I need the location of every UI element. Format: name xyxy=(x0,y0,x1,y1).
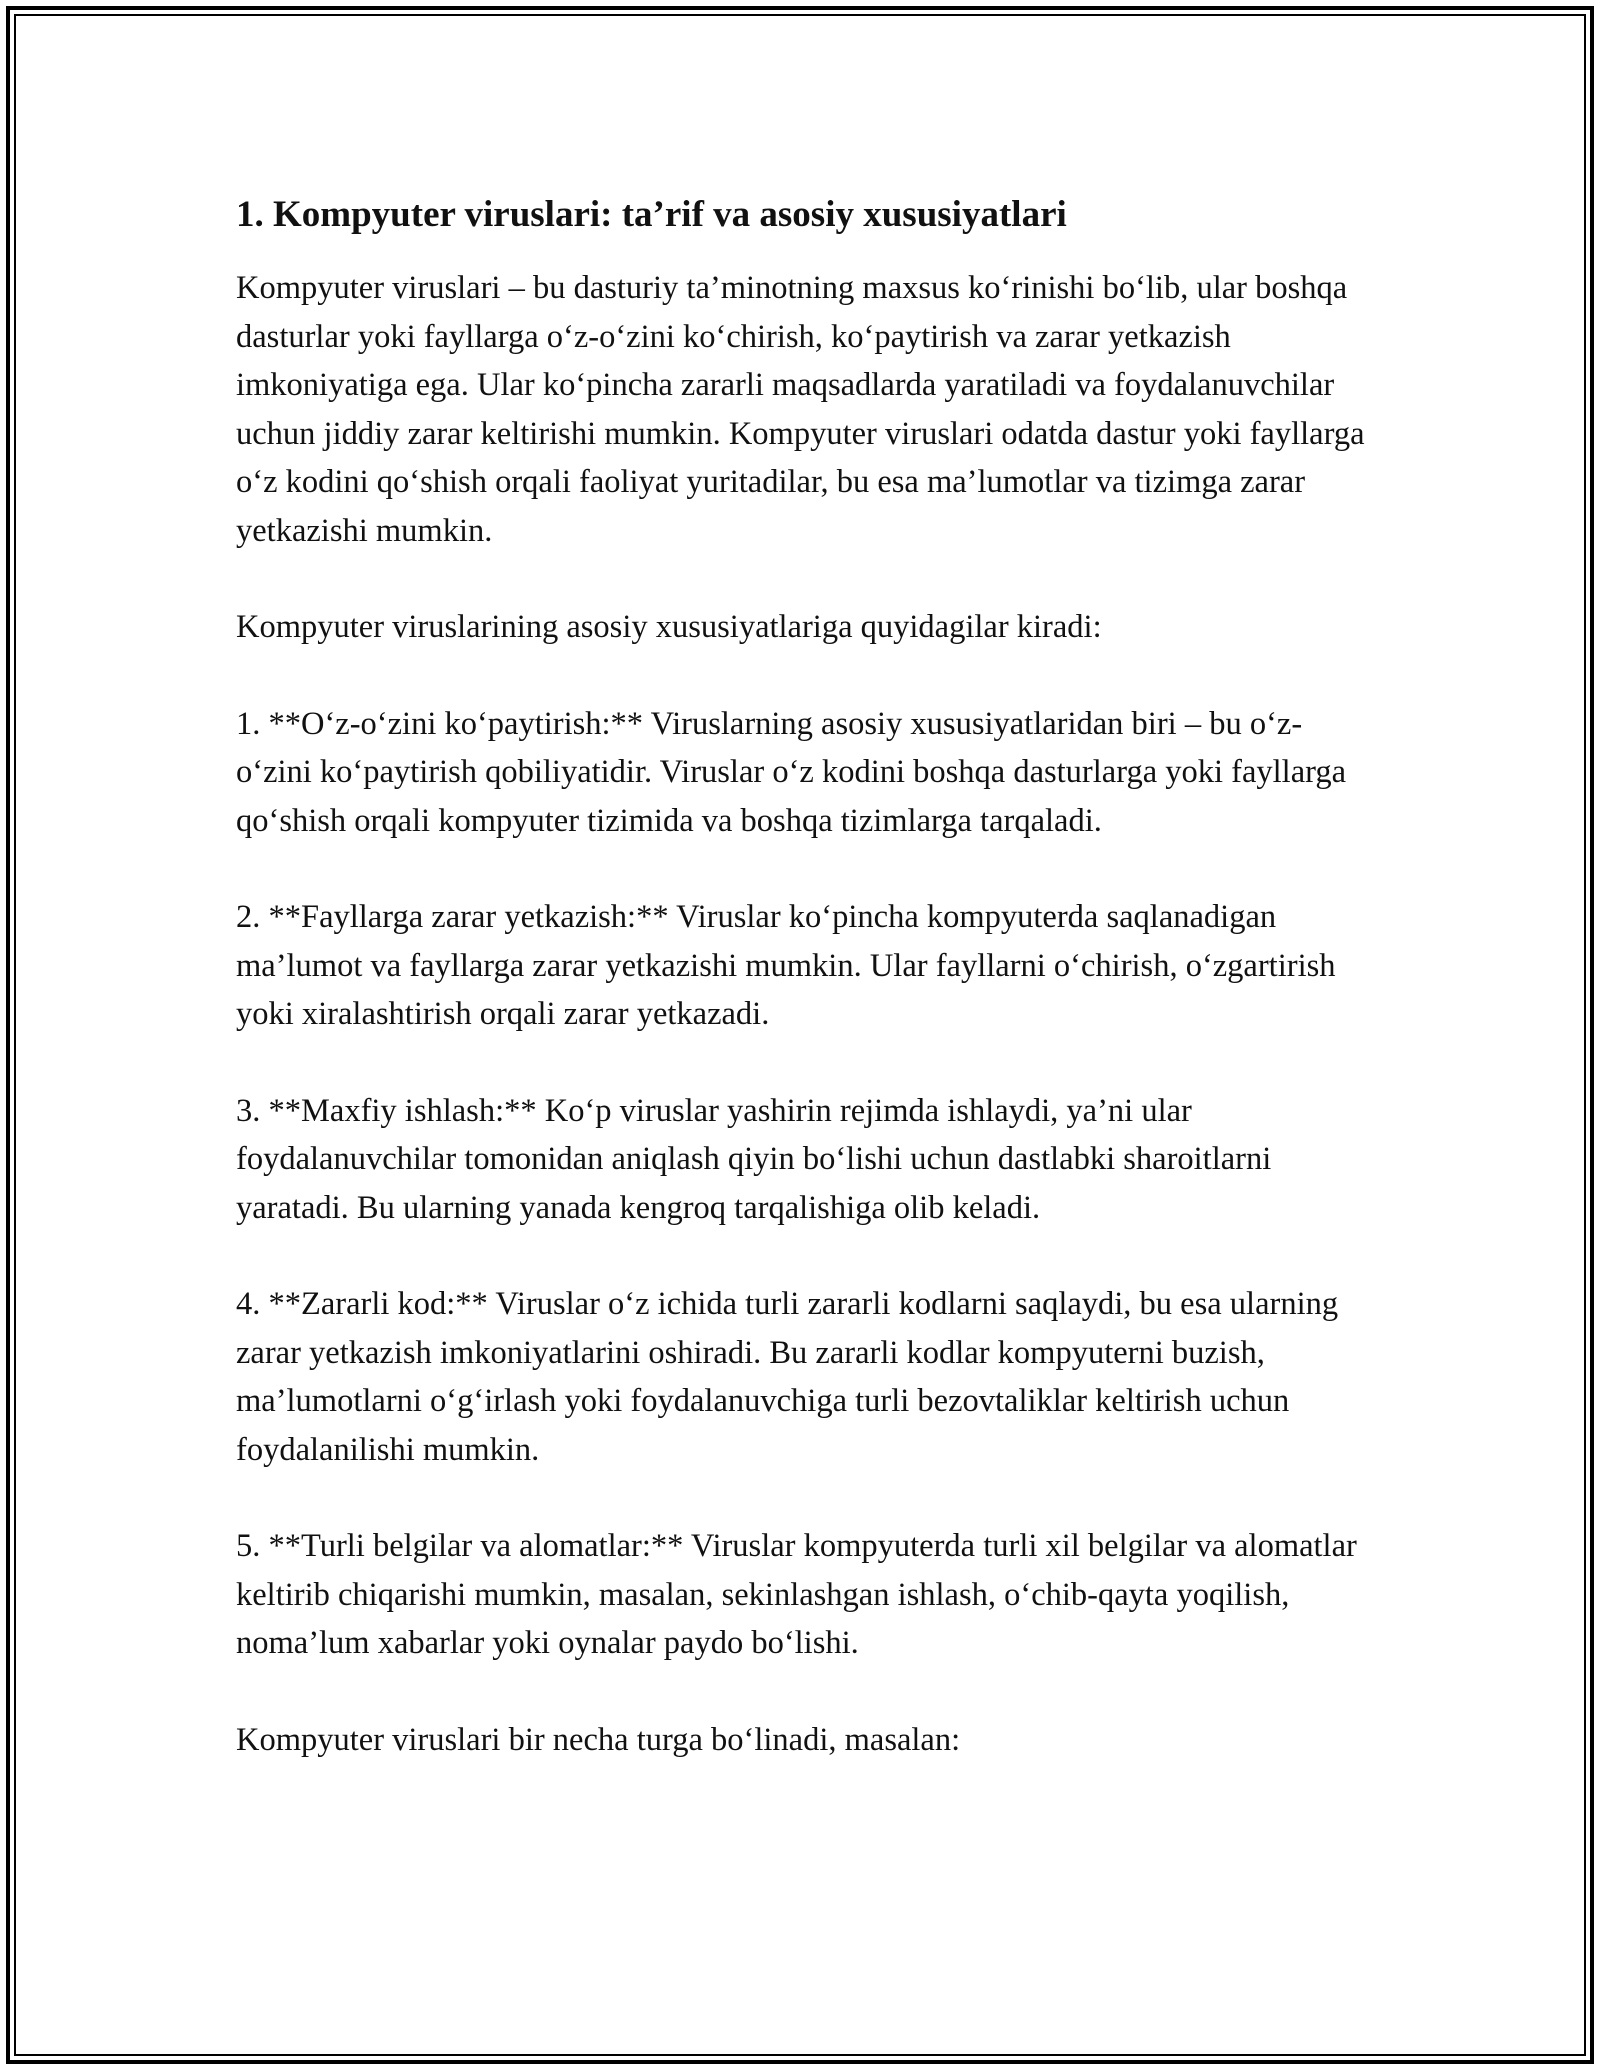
list-item-self-replication: 1. **O‘z-o‘zini ko‘paytirish:** Viruslarning asosiy xususiyatlaridan biri – bu o‘z-o‘zini ko‘paytirish qobiliyatidir. Viruslar o‘z kodini boshqa dasturlarga yoki fayllarga qo‘shish orqali kompyuter tizimida va boshqa tizimlarga tarqaladi. xyxy=(236,705,1347,839)
paragraph-types-intro: Kompyuter viruslari bir necha turga bo‘linadi, masalan: xyxy=(236,1721,961,1758)
paragraph-definition: Kompyuter viruslari – bu dasturiy ta’minotning maxsus ko‘rinishi bo‘lib, ular boshqa dasturlar yoki fayllarga o‘z-o‘zini ko‘chirish, ko‘paytirish va zarar yetkazish imkoniyatiga ega. Ular ko‘pincha zararli maqsadlarda yaratiladi va foydalanuvchilar uchun jiddiy zarar keltirishi mumkin. Kompyuter viruslari odatda dastur yoki fayllarga o‘z kodini qo‘shish orqali faoliyat yuritadilar, bu esa ma’lumotlar va tizimga zarar yetkazishi mumkin. xyxy=(236,270,1365,549)
list-item-symptoms: 5. **Turli belgilar va alomatlar:** Viruslar kompyuterda turli xil belgilar va alomatlar keltirib chiqarishi mumkin, masalan, sekinlashgan ishlash, o‘chib-qayta yoqilish, noma’lum xabarlar yoki oynalar paydo bo‘lishi. xyxy=(236,1528,1357,1661)
list-item-file-damage: 2. **Fayllarga zarar yetkazish:** Viruslar ko‘pincha kompyuterda saqlanadigan ma’lumot va fayllarga zarar yetkazishi mumkin. Ular fayllarni o‘chirish, o‘zgartirish yoki xiralashtirish orqali zarar yetkazadi. xyxy=(236,899,1336,1032)
list-item-malicious-code: 4. **Zararli kod:** Viruslar o‘z ichida turli zararli kodlarni saqlaydi, bu esa ularning zarar yetkazish imkoniyatlarini oshiradi. Bu zararli kodlar kompyuterni buzish, ma’lumotlarni o‘g‘irlash yoki foydalanuvchiga turli bezovtaliklar keltirish uchun foydalanilishi mumkin. xyxy=(236,1286,1339,1468)
paragraph-features-intro: Kompyuter viruslarining asosiy xususiyatlariga quyidagilar kiradi: xyxy=(236,609,1102,645)
list-item-stealth: 3. **Maxfiy ishlash:** Ko‘p viruslar yashirin rejimda ishlaydi, ya’ni ular foydalanuvchilar tomonidan aniqlash qiyin bo‘lishi uchun dastlabki sharoitlarni yaratadi. Bu ularning yanada kengroq tarqalishiga olib keladi. xyxy=(236,1092,1272,1226)
section-heading: 1. Kompyuter viruslari: ta’rif va asosiy xususiyatlari xyxy=(236,194,1067,235)
document-body xyxy=(236,186,1376,1812)
